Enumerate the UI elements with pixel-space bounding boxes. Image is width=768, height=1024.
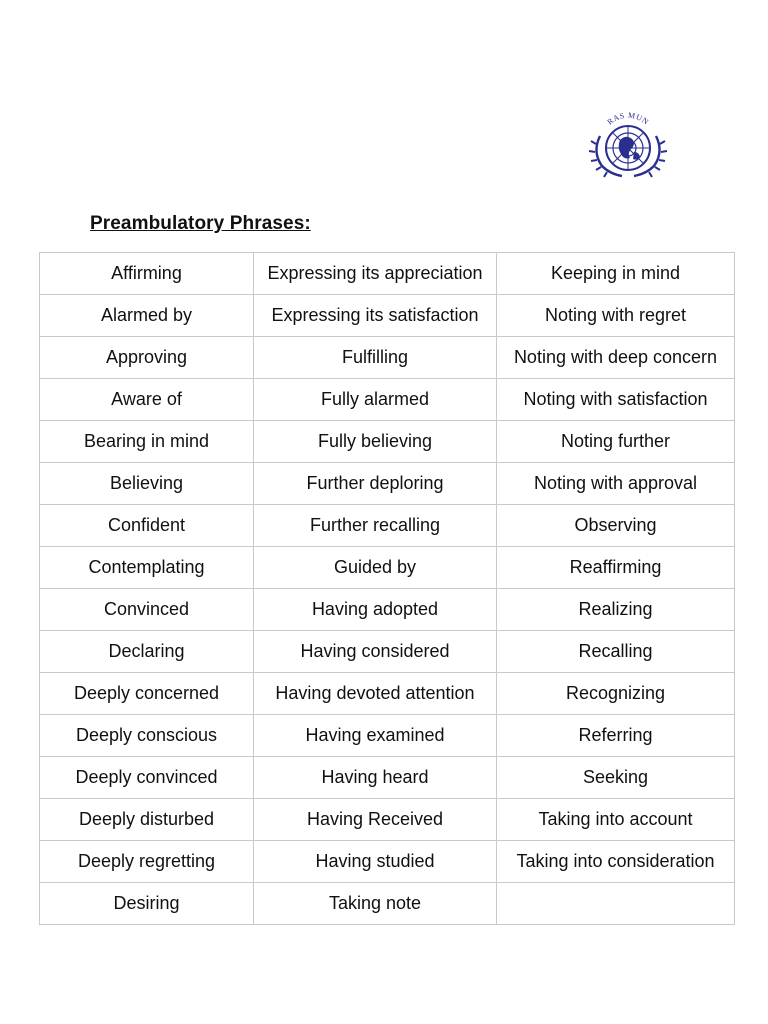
phrase-cell: Taking into account [497,799,735,841]
phrase-cell: Deeply conscious [40,715,254,757]
table-row [40,715,735,757]
phrase-cell: Approving [40,337,254,379]
phrases-table [39,252,735,925]
phrase-cell: Noting with approval [497,463,735,505]
table-row [40,757,735,799]
phrase-cell: Taking note [254,883,497,925]
phrase-cell: Fully alarmed [254,379,497,421]
phrase-cell: Fully believing [254,421,497,463]
table-row [40,799,735,841]
phrase-cell: Recalling [497,631,735,673]
phrase-cell: Deeply regretting [40,841,254,883]
phrases-table-body [40,253,735,925]
phrase-cell: Having Received [254,799,497,841]
phrase-cell: Noting with regret [497,295,735,337]
table-row [40,631,735,673]
table-row [40,883,735,925]
phrase-cell: Further deploring [254,463,497,505]
phrase-cell: Observing [497,505,735,547]
phrase-cell: Deeply disturbed [40,799,254,841]
phrase-cell: Affirming [40,253,254,295]
phrase-cell: Realizing [497,589,735,631]
phrase-cell: Desiring [40,883,254,925]
phrase-cell: Declaring [40,631,254,673]
logo-text: RAS MUN [605,110,651,127]
phrase-cell: Recognizing [497,673,735,715]
table-row [40,841,735,883]
svg-text:RAS MUN [606,111,651,127]
phrase-cell: Having adopted [254,589,497,631]
phrase-cell: Having devoted attention [254,673,497,715]
table-row [40,505,735,547]
table-row [40,421,735,463]
table-row [40,589,735,631]
globe-wreath-icon [582,100,674,192]
phrase-cell: Taking into consideration [497,841,735,883]
phrase-cell: Having examined [254,715,497,757]
phrase-cell: Expressing its appreciation [254,253,497,295]
page-heading: Preambulatory Phrases: [90,213,311,234]
phrase-cell: Aware of [40,379,254,421]
phrase-cell: Further recalling [254,505,497,547]
phrase-cell: Confident [40,505,254,547]
phrase-cell: Having heard [254,757,497,799]
phrase-cell: Noting with deep concern [497,337,735,379]
phrase-cell: Expressing its satisfaction [254,295,497,337]
phrase-cell: Having studied [254,841,497,883]
phrase-cell: Keeping in mind [497,253,735,295]
table-row [40,463,735,505]
phrase-cell: Alarmed by [40,295,254,337]
phrase-cell: Noting with satisfaction [497,379,735,421]
table-row [40,547,735,589]
phrase-cell: Convinced [40,589,254,631]
phrase-cell: Reaffirming [497,547,735,589]
phrase-cell: Believing [40,463,254,505]
phrase-cell: Noting further [497,421,735,463]
phrase-cell: Referring [497,715,735,757]
table-row [40,379,735,421]
phrase-cell: Fulfilling [254,337,497,379]
phrase-cell: Guided by [254,547,497,589]
phrase-cell: Having considered [254,631,497,673]
phrase-cell [497,883,735,925]
phrase-cell: Contemplating [40,547,254,589]
un-emblem-logo [582,100,674,192]
table-row [40,337,735,379]
phrase-cell: Bearing in mind [40,421,254,463]
table-row [40,253,735,295]
table-row [40,295,735,337]
phrase-cell: Seeking [497,757,735,799]
phrase-cell: Deeply concerned [40,673,254,715]
phrase-cell: Deeply convinced [40,757,254,799]
table-row [40,673,735,715]
